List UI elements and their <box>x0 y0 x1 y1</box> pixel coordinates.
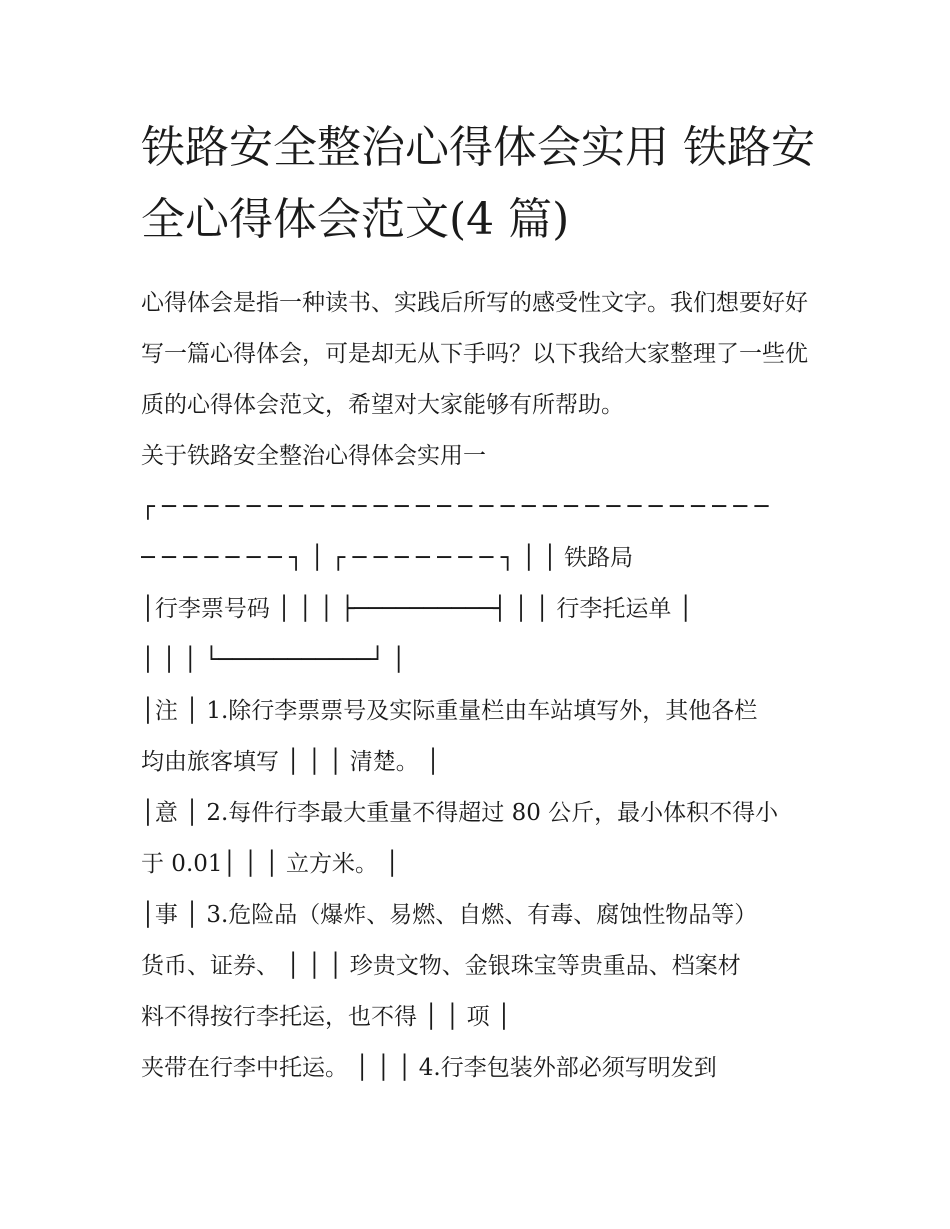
form-line: ─ ─ ─ ─ ─ ─ ─ ┐ │ ┌ ─ ─ ─ ─ ─ ─ ─ ┐ │ │ 铁路局 <box>141 545 634 571</box>
form-line: 料不得按行李托运，也不得 │ │ 项 │ <box>141 1004 511 1030</box>
form-line: 货币、证券、 │ │ │ 珍贵文物、金银珠宝等贵重品、档案材 <box>141 953 741 979</box>
form-line: │行李票号码 │ │ │ ├──────────┤ │ │ 行李托运单 │ <box>141 596 693 622</box>
section-heading: 关于铁路安全整治心得体会实用一 <box>141 443 486 469</box>
form-line: │意 │ 2.每件行李最大重量不得超过 80 公斤，最小体积不得小 <box>141 800 779 826</box>
document-title: 铁路安全整治心得体会实用 铁路安全心得体会范文(4 篇) <box>141 122 815 245</box>
form-line: 于 0.01│ │ │ 立方米。 │ <box>141 851 400 877</box>
document-page <box>141 112 821 1094</box>
form-line: 均由旅客填写 │ │ │ 清楚。 │ <box>141 749 440 775</box>
form-line: │ │ │ └───────────┘ │ <box>141 647 406 673</box>
form-line: │注 │ 1.除行李票票号及实际重量栏由车站填写外，其他各栏 <box>141 698 758 724</box>
form-line: ┌ ─ ─ ─ ─ ─ ─ ─ ─ ─ ─ ─ ─ ─ ─ ─ ─ ─ ─ ─ ─ ─ ─ ─ ─ ─ ─ ─ ─ ─ <box>141 494 769 520</box>
intro-paragraph: 心得体会是指一种读书、实践后所写的感受性文字。我们想要好好写一篇心得体会，可是却无从下手吗？以下我给大家整理了一些优质的心得体会范文，希望对大家能够有所帮助。 <box>141 290 808 418</box>
form-line: │事 │ 3.危险品（爆炸、易燃、自燃、有毒、腐蚀性物品等） <box>141 902 758 928</box>
form-line: 夹带在行李中托运。 │ │ │ 4.行李包装外部必须写明发到 <box>141 1055 717 1081</box>
